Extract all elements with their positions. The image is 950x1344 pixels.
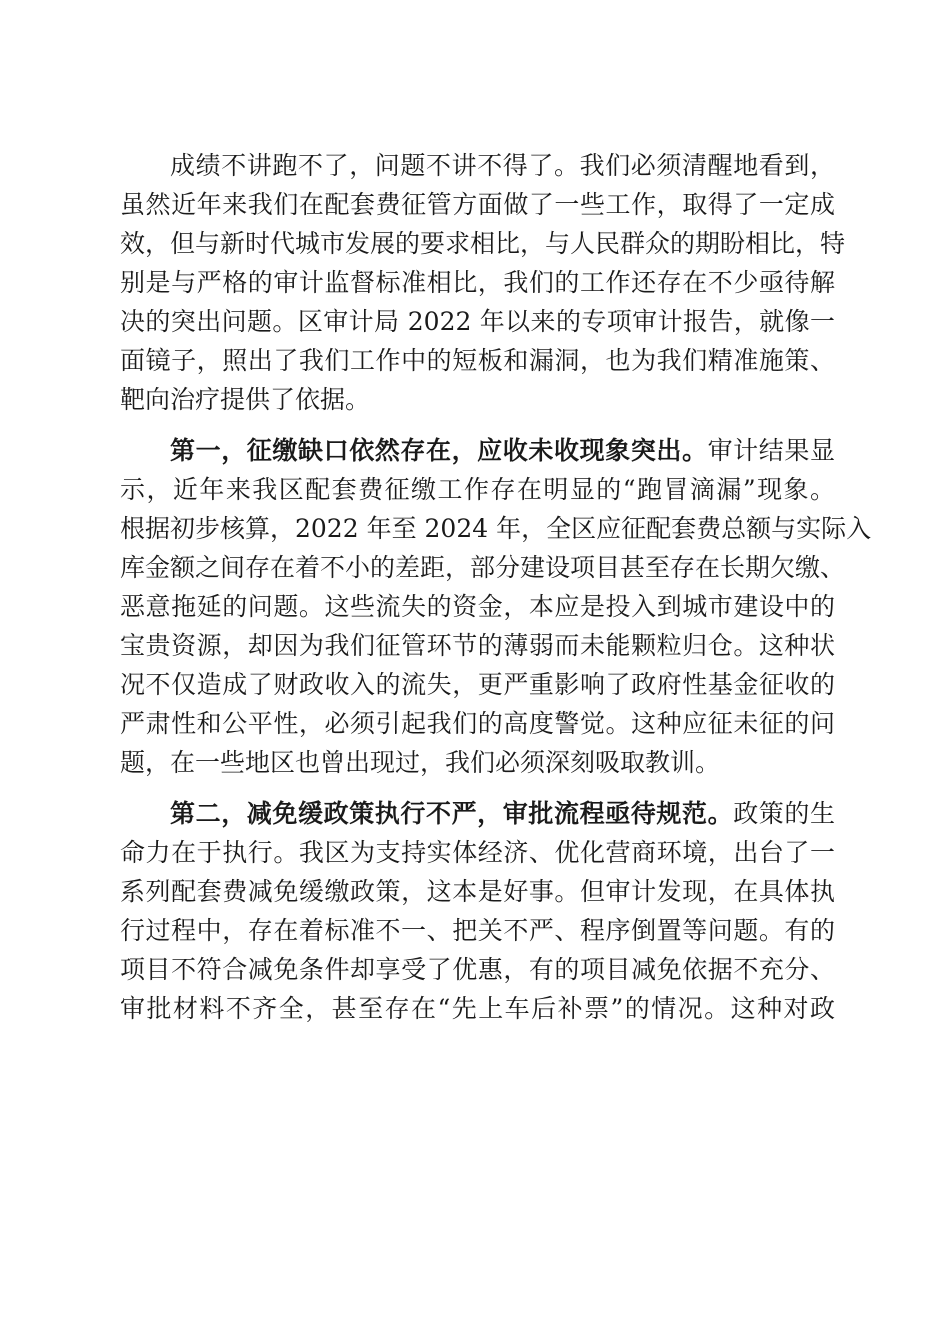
document-body [120,146,872,1028]
section-heading: 第二，减免缓政策执行不严，审批流程亟待规范。 [170,799,734,828]
text-line: 示，近年来我区配套费征缴工作存在明显的“跑冒滴漏”现象。 [120,475,835,504]
paragraph-first-issue [120,431,872,782]
text-line [120,794,835,833]
text-line: 项目不符合减免条件却享受了优惠，有的项目减免依据不充分、 [120,955,835,984]
text-line: 宝贵资源，却因为我们征管环节的薄弱而未能颗粒归仓。这种状 [120,631,835,660]
text-line: 命力在于执行。我区为支持实体经济、优化营商环境，出台了一 [120,838,835,867]
text-line: 题，在一些地区也曾出现过，我们必须深刻吸取教训。 [120,748,721,777]
section-heading: 第一，征缴缺口依然存在，应收未收现象突出。 [170,436,708,465]
paragraph-second-issue [120,794,835,1028]
text-line: 面镜子，照出了我们工作中的短板和漏洞，也为我们精准施策、 [120,346,835,375]
text-run: 审计结果显 [707,436,835,465]
text-line: 恶意拖延的问题。这些流失的资金，本应是投入到城市建设中的 [120,592,835,621]
text-line: 库金额之间存在着不小的差距，部分建设项目甚至存在长期欠缴、 [120,553,846,582]
text-line: 成绩不讲跑不了，问题不讲不得了。我们必须清醒地看到， [170,151,835,180]
text-line: 效，但与新时代城市发展的要求相比，与人民群众的期盼相比，特 [120,229,846,258]
paragraph-spacer [120,419,835,431]
paragraph-intro [120,146,846,419]
text-line [120,431,835,470]
text-line: 系列配套费减免缓缴政策，这本是好事。但审计发现，在具体执 [120,877,835,906]
text-line: 别是与严格的审计监督标准相比，我们的工作还存在不少亟待解 [120,268,835,297]
text-line: 决的突出问题。区审计局 2022 年以来的专项审计报告，就像一 [120,307,835,336]
text-line: 靶向治疗提供了依据。 [120,385,371,414]
text-run: 政策的生 [733,799,835,828]
text-line: 审批材料不齐全，甚至存在“先上车后补票”的情况。这种对政 [120,994,835,1023]
paragraph-spacer [120,782,835,794]
text-line: 根据初步核算，2022 年至 2024 年，全区应征配套费总额与实际入 [120,514,872,543]
text-line: 虽然近年来我们在配套费征管方面做了一些工作，取得了一定成 [120,190,835,219]
text-line: 行过程中，存在着标准不一、把关不严、程序倒置等问题。有的 [120,916,835,945]
text-line: 况不仅造成了财政收入的流失，更严重影响了政府性基金征收的 [120,670,835,699]
text-line: 严肃性和公平性，必须引起我们的高度警觉。这种应征未征的问 [120,709,835,738]
